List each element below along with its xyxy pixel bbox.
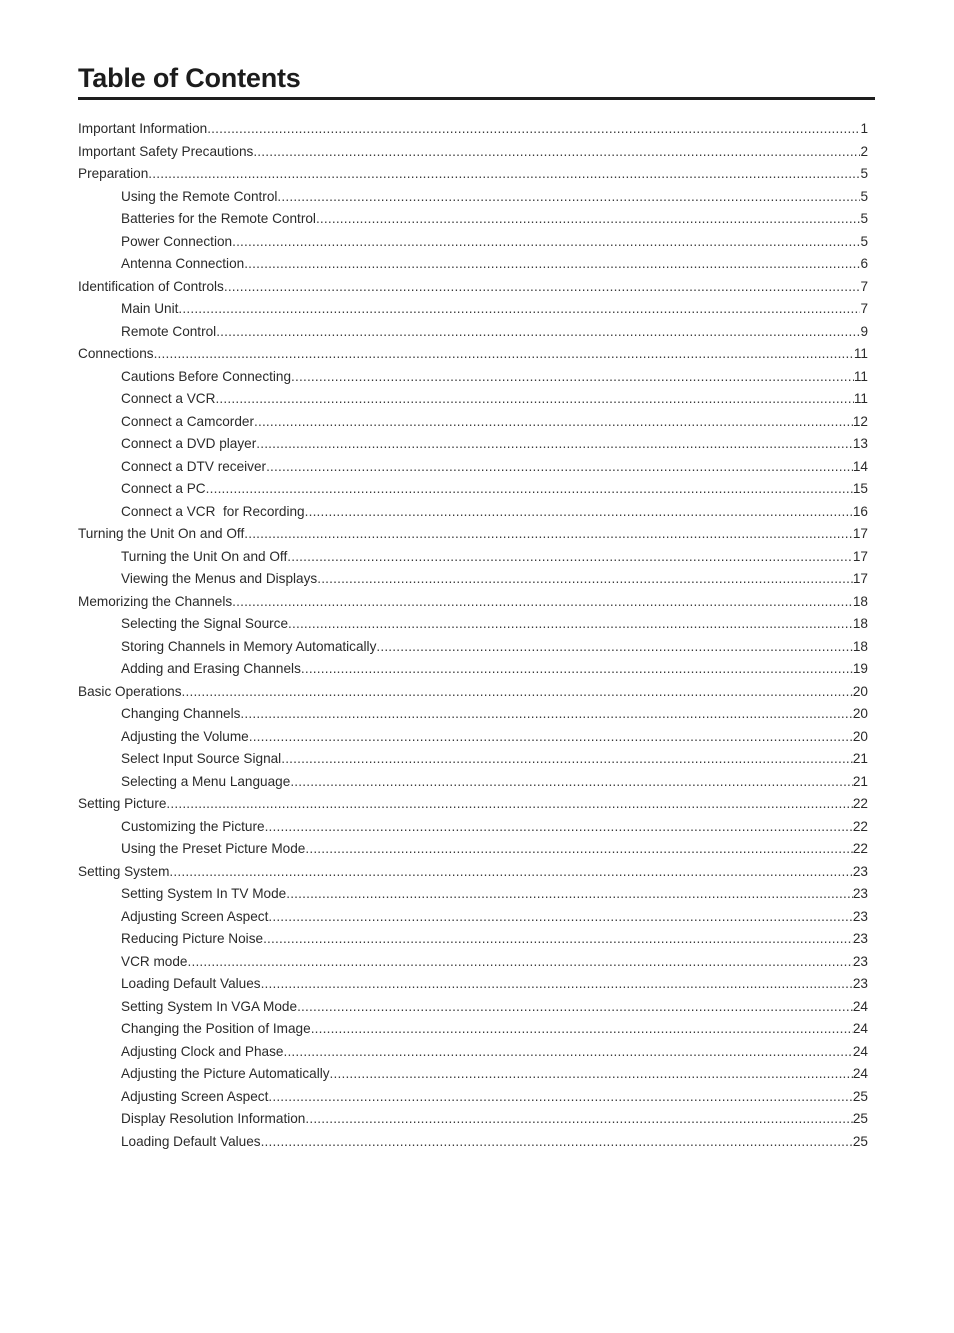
dot-leader (301, 658, 853, 681)
toc-subsection[interactable] (78, 433, 868, 456)
toc-page-number: 18 (852, 616, 868, 631)
dot-leader (244, 253, 860, 276)
dot-leader (281, 748, 853, 771)
toc-entry-label: Reducing Picture Noise (121, 931, 264, 946)
dot-leader (256, 433, 853, 456)
dot-leader (169, 861, 852, 884)
toc-entry-label: Setting System (78, 863, 170, 879)
toc-entry-label: Turning the Unit On and Off (121, 548, 288, 564)
toc-entry-label: Important Information (78, 121, 208, 136)
toc-page-number: 24 (852, 1021, 868, 1036)
toc-subsection[interactable] (78, 613, 868, 636)
toc-section[interactable] (78, 343, 868, 366)
dot-leader (232, 591, 853, 614)
toc-subsection[interactable] (78, 636, 868, 659)
toc-entry-label: Connect a Camcorder (121, 413, 254, 429)
toc-subsection[interactable] (78, 951, 868, 974)
toc-subsection[interactable] (78, 1063, 868, 1086)
dot-leader (305, 501, 853, 524)
toc-entry-label: Connect a PC (121, 481, 206, 496)
toc-page-number: 2 (860, 143, 868, 159)
toc-subsection[interactable] (78, 726, 868, 749)
toc-page-number: 20 (852, 683, 868, 699)
toc-subsection[interactable] (78, 658, 868, 681)
dot-leader (288, 613, 853, 636)
dot-leader (178, 298, 860, 321)
toc-entry-label: Adjusting the Volume (121, 728, 249, 744)
toc-page-number: 21 (852, 773, 868, 789)
toc-subsection[interactable] (78, 568, 868, 591)
toc-section[interactable] (78, 276, 868, 299)
toc-page-number: 25 (852, 1088, 868, 1104)
toc-entry-label: Connect a VCR (121, 391, 216, 406)
page-title: Table of Contents (78, 63, 301, 93)
toc-page-number: 23 (852, 886, 868, 901)
toc-entry-label: Connect a DVD player (121, 436, 257, 451)
toc-entry-label: Adjusting the Picture Automatically (121, 1066, 330, 1081)
toc-entry-label: Cautions Before Connecting (121, 368, 292, 384)
toc-subsection[interactable] (78, 456, 868, 479)
toc-subsection[interactable] (78, 388, 868, 411)
toc-subsection[interactable] (78, 816, 868, 839)
toc-page-number: 17 (852, 548, 868, 564)
toc-page-number: 5 (860, 166, 868, 181)
dot-leader (283, 1041, 852, 1064)
toc-entry-label: Loading Default Values (121, 1133, 261, 1149)
toc-subsection[interactable] (78, 838, 868, 861)
dot-leader (232, 231, 860, 254)
toc-entry-label: Connections (78, 346, 154, 361)
dot-leader (316, 208, 861, 231)
dot-leader (244, 523, 853, 546)
toc-page-number: 5 (860, 188, 868, 204)
toc-entry-label: Storing Channels in Memory Automatically (121, 638, 377, 654)
toc-entry-label: Selecting the Signal Source (121, 616, 289, 631)
dot-leader (268, 906, 853, 929)
toc-section[interactable] (78, 118, 868, 141)
title-underline (78, 97, 875, 100)
dot-leader (254, 411, 853, 434)
dot-leader (263, 928, 853, 951)
toc-subsection[interactable] (78, 748, 868, 771)
toc-page-number: 24 (852, 1043, 868, 1059)
toc-entry-label: Setting System In VGA Mode (121, 998, 298, 1014)
toc-entry-label: Adding and Erasing Channels (121, 661, 301, 676)
dot-leader (290, 771, 853, 794)
toc-section[interactable] (78, 591, 868, 614)
toc-subsection[interactable] (78, 546, 868, 569)
toc-subsection[interactable] (78, 231, 868, 254)
toc-page-number: 7 (860, 278, 868, 294)
toc-subsection[interactable] (78, 928, 868, 951)
toc-entry-label: Viewing the Menus and Displays (121, 571, 318, 586)
toc-subsection[interactable] (78, 186, 868, 209)
dot-leader (305, 1108, 853, 1131)
dot-leader (182, 681, 853, 704)
toc-subsection[interactable] (78, 1131, 868, 1154)
toc-entry-label: Preparation (78, 166, 149, 181)
toc-entry-label: Changing Channels (121, 706, 241, 721)
dot-leader (286, 883, 853, 906)
dot-leader (268, 1086, 853, 1109)
toc-subsection[interactable] (78, 478, 868, 501)
toc-subsection[interactable] (78, 1108, 868, 1131)
toc-section[interactable] (78, 141, 868, 164)
toc-entry-label: Identification of Controls (78, 278, 224, 294)
dot-leader (166, 793, 852, 816)
toc-subsection[interactable] (78, 321, 868, 344)
toc-entry-label: Changing the Position of Image (121, 1021, 311, 1036)
dot-leader (330, 1063, 853, 1086)
toc-page-number: 23 (852, 953, 868, 969)
toc-subsection[interactable] (78, 703, 868, 726)
toc-entry-label: Power Connection (121, 233, 233, 249)
toc-page-number: 5 (860, 211, 868, 226)
toc-page-number: 22 (852, 841, 868, 856)
toc-entry-label: Basic Operations (78, 683, 182, 699)
toc-page-number: 24 (852, 1066, 868, 1081)
toc-entry-label: Select Input Source Signal (121, 751, 282, 766)
toc-subsection[interactable] (78, 906, 868, 929)
toc-page-number: 20 (852, 728, 868, 744)
dot-leader (376, 636, 853, 659)
toc-page-number: 20 (852, 706, 868, 721)
toc-page-number: 11 (853, 346, 868, 361)
dot-leader (249, 726, 853, 749)
toc-page-number: 22 (852, 818, 868, 834)
toc-entry-label: Remote Control (121, 323, 217, 339)
dot-leader (240, 703, 852, 726)
toc-subsection[interactable] (78, 1086, 868, 1109)
toc-entry-label: Setting Picture (78, 796, 167, 811)
toc-subsection[interactable] (78, 298, 868, 321)
toc-entry-label: Adjusting Screen Aspect (121, 1088, 269, 1104)
toc-section[interactable] (78, 523, 868, 546)
toc-subsection[interactable] (78, 411, 868, 434)
toc-section[interactable] (78, 681, 868, 704)
toc-page-number: 17 (852, 526, 868, 541)
toc-page-number: 15 (852, 481, 868, 496)
toc-subsection[interactable] (78, 883, 868, 906)
toc-entry-label: Batteries for the Remote Control (121, 211, 316, 226)
dot-leader (311, 1018, 853, 1041)
dot-leader (224, 276, 861, 299)
toc-page-number: 22 (852, 796, 868, 811)
toc-page-number: 12 (852, 413, 868, 429)
toc-page-number: 11 (853, 368, 868, 384)
toc-page-number: 13 (852, 436, 868, 451)
toc-page-number: 21 (852, 751, 868, 766)
toc-page-number: 5 (860, 233, 868, 249)
dot-leader (261, 973, 853, 996)
dot-leader (287, 546, 853, 569)
toc-entry-label: Using the Preset Picture Mode (121, 841, 306, 856)
toc-subsection[interactable] (78, 253, 868, 276)
toc-entry-label: Setting System In TV Mode (121, 886, 287, 901)
toc-entry-label: Adjusting Screen Aspect (121, 908, 269, 924)
toc-page-number: 17 (852, 571, 868, 586)
toc-page-number: 9 (860, 323, 868, 339)
toc-entry-label: Connect a VCR for Recording (121, 503, 305, 519)
toc-section[interactable] (78, 861, 868, 884)
toc-page-number: 24 (852, 998, 868, 1014)
toc-subsection[interactable] (78, 973, 868, 996)
dot-leader (317, 568, 853, 591)
toc-entry-label: VCR mode (121, 953, 188, 969)
dot-leader (265, 816, 853, 839)
dot-leader (261, 1131, 853, 1154)
dot-leader (305, 838, 853, 861)
toc-page-number: 14 (852, 458, 868, 474)
toc-page-number: 23 (852, 863, 868, 879)
toc-page-number: 19 (852, 661, 868, 676)
toc-subsection[interactable] (78, 501, 868, 524)
toc-page-number: 16 (852, 503, 868, 519)
dot-leader (148, 163, 860, 186)
toc-subsection[interactable] (78, 1018, 868, 1041)
dot-leader (206, 478, 853, 501)
toc-page-number: 7 (860, 301, 868, 316)
toc-subsection[interactable] (78, 366, 868, 389)
dot-leader (277, 186, 860, 209)
toc-entry-label: Connect a DTV receiver (121, 458, 267, 474)
toc-section[interactable] (78, 793, 868, 816)
toc-entry-label: Loading Default Values (121, 976, 261, 991)
toc-entry-label: Turning the Unit On and Off (78, 526, 245, 541)
toc-entry-label: Memorizing the Channels (78, 593, 233, 609)
toc-entry-label: Selecting a Menu Language (121, 773, 291, 789)
dot-leader (207, 118, 860, 141)
toc-subsection[interactable] (78, 996, 868, 1019)
toc-list (78, 118, 868, 1153)
toc-entry-label: Display Resolution Information (121, 1111, 306, 1126)
toc-section[interactable] (78, 163, 868, 186)
toc-page-number: 23 (852, 931, 868, 946)
dot-leader (297, 996, 853, 1019)
dot-leader (253, 141, 860, 164)
toc-page-number: 23 (852, 976, 868, 991)
toc-page-number: 18 (852, 593, 868, 609)
toc-page-number: 25 (852, 1111, 868, 1126)
toc-subsection[interactable] (78, 1041, 868, 1064)
toc-subsection[interactable] (78, 771, 868, 794)
dot-leader (216, 321, 860, 344)
toc-page-number: 1 (860, 121, 868, 136)
toc-subsection[interactable] (78, 208, 868, 231)
toc-page-number: 18 (852, 638, 868, 654)
toc-page-number: 23 (852, 908, 868, 924)
toc-page-number: 6 (860, 256, 868, 271)
toc-entry-label: Using the Remote Control (121, 188, 278, 204)
dot-leader (291, 366, 854, 389)
toc-entry-label: Customizing the Picture (121, 818, 265, 834)
toc-entry-label: Antenna Connection (121, 256, 245, 271)
dot-leader (215, 388, 853, 411)
toc-page-number: 25 (852, 1133, 868, 1149)
toc-entry-label: Adjusting Clock and Phase (121, 1043, 284, 1059)
toc-entry-label: Main Unit (121, 301, 179, 316)
dot-leader (187, 951, 852, 974)
dot-leader (154, 343, 854, 366)
toc-entry-label: Important Safety Precautions (78, 143, 254, 159)
toc-page-number: 11 (853, 391, 868, 406)
dot-leader (266, 456, 853, 479)
